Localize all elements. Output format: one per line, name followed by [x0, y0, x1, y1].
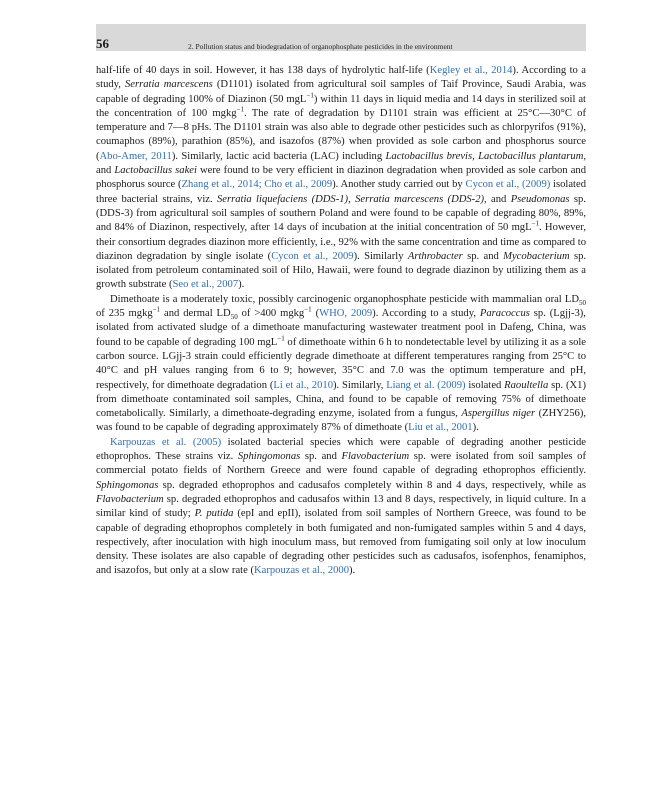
italic-text: Aspergillus niger: [461, 408, 536, 420]
text-run: ). Similarly,: [333, 379, 387, 391]
text-run: ). According to a study,: [372, 308, 480, 320]
italic-text: P. putida: [194, 508, 234, 520]
text-run: sp. and: [300, 451, 342, 463]
citation-link[interactable]: Zhang et al., 2014; Cho et al., 2009: [181, 179, 333, 191]
text-run: and: [96, 165, 115, 177]
text-run: ). According to a study,: [96, 65, 586, 91]
citation-link[interactable]: Karpouzas et al. (2005): [110, 436, 222, 448]
italic-text: Serratia liquefaciens (DDS-1), Serratia marcescens (DDS-2),: [216, 193, 487, 205]
citation-link[interactable]: Abo-Amer, 2011: [99, 150, 172, 162]
italic-text: Flavobacterium: [341, 451, 410, 463]
italic-text: Lactobacillus brevis, Lactobacillus plantarum,: [385, 150, 587, 162]
citation-link[interactable]: Karpouzas et al., 2000: [253, 565, 350, 577]
text-run: sp. (DDS-3) from agricultural soil samples of southern Poland and were found to be capable of degrading 80%, 89%, and 84% of Diazinon, respectively, after 14 days of incubation at the initial concentration of 50 mgL: [96, 193, 586, 234]
italic-text: Sphingomonas: [96, 479, 159, 491]
citation-link[interactable]: Liu et al., 2001: [408, 422, 473, 434]
text-run: sp. degraded ethoprophos and cadusafos within 13 and 8 days, respectively, in liquid culture. In a similar kind of study;: [96, 493, 586, 520]
text-run: ) within 11 days in liquid media and 14 days in sterilized soil at the concentration of 100 mgkg: [96, 93, 586, 119]
page-number: 56: [96, 36, 109, 51]
italic-text: Mycobacterium: [503, 250, 570, 262]
text-run: sp. isolated from petroleum contaminated soil of Hilo, Hawaii, were found to degrade diazinon by utilizing them as a growth substrate (: [96, 250, 587, 291]
text-run: sp. were isolated from soil samples of commercial potato fields of Northern Greece and were found capable of degrading ethoprophos efficiently.: [96, 451, 587, 477]
italic-text: Sphingomonas: [237, 451, 301, 463]
citation-link[interactable]: Kegley et al., 2014: [429, 65, 513, 76]
superscript: −1: [236, 105, 245, 114]
text-run: sp. (Lgjj-3), isolated from activated sludge of a dimethoate manufacturing wastewater treatment pool in Dafeng, China, was found to be capable of degrading 100 mgL: [96, 308, 586, 348]
text-run: ).: [349, 565, 356, 577]
citation-link[interactable]: WHO, 2009: [319, 308, 373, 320]
citation-link[interactable]: Li et al., 2010: [273, 379, 333, 391]
text-run: of >400 mgkg: [237, 308, 305, 320]
superscript: −1: [304, 305, 312, 314]
text-run: of dimethoate within 6 h to nondetectable level by utilizing it as a sole carbon source. LGjj-3 strain could efficiently degrade dimethoate at different temperatures ranging from 25°C to 40°C and pH values ranging from 6 to 9; however, 35°C and 7.0 was the optimum temperature and pH, respectively, for dimethoate degradation (: [96, 336, 587, 391]
subscript: 50: [579, 298, 586, 307]
italic-text: Flavobacterium: [96, 493, 164, 505]
text-run: (ZHY256), was found to be capable of degrading approximately 87% of dimethoate (: [96, 408, 586, 434]
text-run: sp. and: [462, 250, 504, 262]
text-run: (epI and epII), isolated from soil samples of Northern Greece, was found to be capable of degrading ethoprophos completely in both fumigated and non-fumigated samples within 5 and 4 days, respectively, after inoculation with high inoculum mass, but removed from fumigating soil only at low inoculum density. These isolates are also capable of degrading other pesticides such as cadusafos, isofenphos, fenamiphos, and isazofos, but only at a slow rate (: [96, 508, 586, 577]
superscript: −1: [152, 305, 161, 314]
text-run: ).: [238, 279, 245, 291]
superscript: −1: [531, 219, 540, 228]
citation-link[interactable]: Seo et al., 2007: [172, 279, 239, 291]
italic-text: Lactobacillus sakei: [114, 165, 197, 177]
text-run: isolated three bacterial strains, viz.: [96, 179, 586, 205]
text-run: (D1101) isolated from agricultural soil samples of Taif Province, Saudi Arabia, was capable of degrading 100% of Diazinon (50 mgL: [96, 79, 586, 105]
citation-link[interactable]: Cycon et al., 2009: [271, 250, 354, 262]
text-run: ). Similarly, lactic acid bacteria (LAC) including: [171, 150, 386, 162]
italic-text: Paracoccus: [479, 308, 530, 320]
text-run: (: [311, 308, 320, 320]
paragraph: [96, 64, 586, 293]
text-run: of 235 mgkg: [96, 308, 153, 320]
italic-text: Pseudomonas: [510, 193, 570, 205]
text-run: were found to be very efficient in diazinon degradation when provided as sole carbon and phosphorus source (: [96, 165, 586, 191]
running-title: 2. Pollution status and biodegradation of organophosphate pesticides in the environment: [188, 42, 453, 51]
text-run: ).: [472, 422, 479, 434]
superscript: −1: [306, 91, 314, 100]
subscript: 50: [230, 313, 238, 322]
text-run: . However, their consortium degrades diazinon more efficiently, i.e., 92% with the same concentration and time as compared to diazinon degradation by single isolate (: [96, 222, 586, 262]
citation-link[interactable]: Liang et al. (2009): [386, 379, 466, 391]
citation-link[interactable]: Cycon et al., (2009): [465, 179, 551, 191]
paragraph: [96, 436, 586, 579]
text-run: ). Similarly: [353, 250, 408, 262]
body-text: [96, 64, 586, 579]
text-run: Dimethoate is a moderately toxic, possibly carcinogenic organophosphate pesticide with mammalian oral LD: [110, 293, 579, 305]
text-run: isolated: [465, 379, 505, 391]
text-run: sp. (X1) from dimethoate contaminated soil samples, China, and found to be capable of removing 75% of dimethoate cometabolically. Similarly, a dimethoate-degrading enzyme, isolated from a fungus,: [96, 379, 586, 420]
text-run: isolated bacterial species which were capable of degrading another pesticide ethoprophos. These strains viz.: [96, 436, 586, 463]
text-run: sp. degraded ethoprophos and cadusafos completely within 8 and 4 days, respectively, while as: [158, 479, 586, 491]
text-run: ). Another study carried out by: [332, 179, 466, 191]
text-run: and: [486, 193, 511, 205]
text-run: . The rate of degradation by D1101 strain was efficient at 25°C—30°C of temperature and 7—8 pHs. The D1101 strain was also able to degrade other pesticides such as chlorpyrifos (91%), coumaphos (89%), parathion (85%), and isazofos (87%) when provided as sole carbon and phosphorus source (: [96, 107, 586, 162]
superscript: −1: [277, 334, 285, 343]
text-run: and dermal LD: [160, 308, 231, 320]
italic-text: Raoultella: [504, 379, 549, 391]
italic-text: Serratia marcescens: [124, 79, 213, 91]
italic-text: Arthrobacter: [407, 250, 463, 262]
paragraph: [96, 293, 586, 436]
text-run: half-life of 40 days in soil. However, it has 138 days of hydrolytic half-life (: [96, 65, 430, 76]
